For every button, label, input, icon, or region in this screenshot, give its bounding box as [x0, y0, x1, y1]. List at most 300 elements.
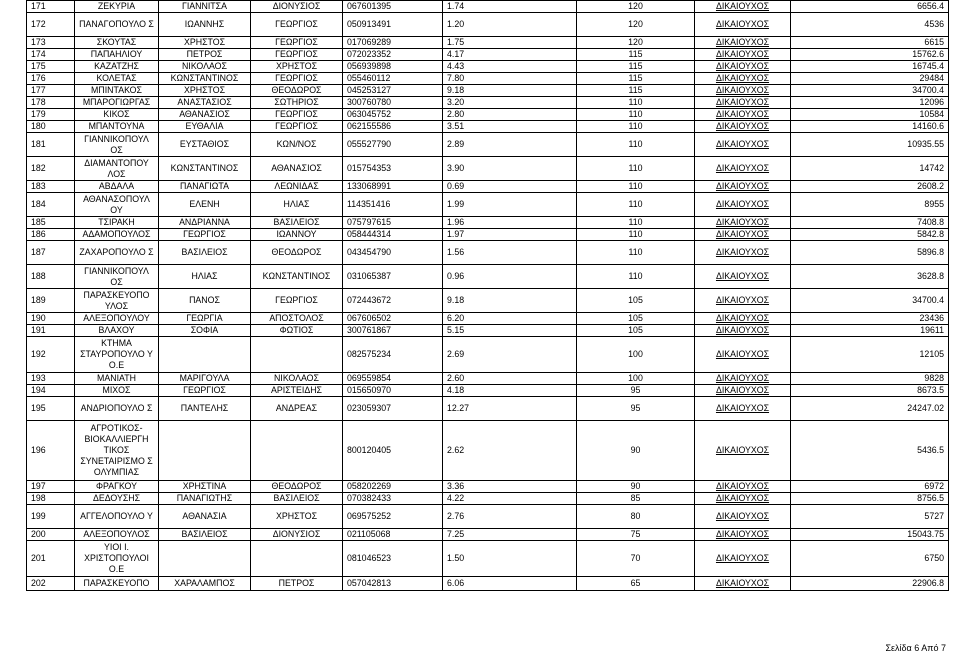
surname-cell: ΥΙΟΙ Ι. ΧΡΙΣΤΟΠΟΥΛΟΙ Ο.Ε	[75, 541, 159, 577]
amount-cell: 5842.8	[791, 229, 949, 241]
surname-cell: ΔΙΑΜΑΝΤΟΠΟΥ ΛΟΣ	[75, 157, 159, 181]
father-name-cell: ΛΕΩΝΙΔΑΣ	[251, 181, 343, 193]
surname-cell: ΑΓΡΟΤΙΚΟΣ- ΒΙΟΚΑΛΛΙΕΡΓΗ ΤΙΚΟΣ ΣΥΝΕΤΑΙΡΙΣΜΟ Σ ΟΛΥΜΠΙΑΣ	[75, 421, 159, 481]
father-name-cell: ΠΕΤΡΟΣ	[251, 577, 343, 591]
tax-id-cell: 063045752	[343, 109, 443, 121]
first-name-cell: ΓΕΩΡΓΙΟΣ	[159, 229, 251, 241]
amount-cell: 3628.8	[791, 265, 949, 289]
table-row	[27, 289, 949, 313]
status-cell: ΔΙΚΑΙΟΥΧΟΣ	[695, 85, 791, 97]
row-number: 199	[27, 505, 75, 529]
row-number: 202	[27, 577, 75, 591]
points-cell: 110	[577, 97, 695, 109]
row-number: 184	[27, 193, 75, 217]
row-number: 181	[27, 133, 75, 157]
amount-cell: 34700.4	[791, 85, 949, 97]
amount-cell: 9828	[791, 373, 949, 385]
percentage-cell: 2.69	[443, 337, 577, 373]
points-cell: 110	[577, 217, 695, 229]
table-row	[27, 133, 949, 157]
tax-id-cell: 055527790	[343, 133, 443, 157]
amount-cell: 5727	[791, 505, 949, 529]
table-row	[27, 385, 949, 397]
status-cell: ΔΙΚΑΙΟΥΧΟΣ	[695, 193, 791, 217]
status-cell: ΔΙΚΑΙΟΥΧΟΣ	[695, 313, 791, 325]
row-number: 194	[27, 385, 75, 397]
row-number: 191	[27, 325, 75, 337]
tax-id-cell: 067601395	[343, 1, 443, 13]
status-cell: ΔΙΚΑΙΟΥΧΟΣ	[695, 541, 791, 577]
percentage-cell: 7.80	[443, 73, 577, 85]
status-cell: ΔΙΚΑΙΟΥΧΟΣ	[695, 13, 791, 37]
points-cell: 75	[577, 529, 695, 541]
row-number: 179	[27, 109, 75, 121]
first-name-cell: ΚΩΝΣΤΑΝΤΙΝΟΣ	[159, 73, 251, 85]
surname-cell: ΚΑΖΑΤΖΗΣ	[75, 61, 159, 73]
percentage-cell: 7.25	[443, 529, 577, 541]
first-name-cell: ΓΕΩΡΓΙΑ	[159, 313, 251, 325]
percentage-cell: 1.96	[443, 217, 577, 229]
tax-id-cell: 058202269	[343, 481, 443, 493]
percentage-cell: 2.62	[443, 421, 577, 481]
status-cell: ΔΙΚΑΙΟΥΧΟΣ	[695, 385, 791, 397]
first-name-cell: ΕΥΘΑΛΙΑ	[159, 121, 251, 133]
points-cell: 105	[577, 325, 695, 337]
table-row	[27, 121, 949, 133]
points-cell: 110	[577, 121, 695, 133]
amount-cell: 19611	[791, 325, 949, 337]
amount-cell: 23436	[791, 313, 949, 325]
table-row	[27, 181, 949, 193]
amount-cell: 7408.8	[791, 217, 949, 229]
percentage-cell: 1.74	[443, 1, 577, 13]
tax-id-cell: 023059307	[343, 397, 443, 421]
page-number: Σελίδα 6 Από 7	[885, 643, 946, 653]
first-name-cell	[159, 421, 251, 481]
points-cell: 90	[577, 481, 695, 493]
father-name-cell: ΑΡΙΣΤΕΙΔΗΣ	[251, 385, 343, 397]
table-row	[27, 241, 949, 265]
surname-cell: ΠΑΝΑΓΟΠΟΥΛΟ Σ	[75, 13, 159, 37]
points-cell: 95	[577, 385, 695, 397]
tax-id-cell: 015754353	[343, 157, 443, 181]
tax-id-cell: 043454790	[343, 241, 443, 265]
surname-cell: ΖΑΧΑΡΟΠΟΥΛΟ Σ	[75, 241, 159, 265]
surname-cell: ΑΛΕΞΟΠΟΥΛΟΣ	[75, 529, 159, 541]
percentage-cell: 0.69	[443, 181, 577, 193]
row-number: 190	[27, 313, 75, 325]
points-cell: 110	[577, 229, 695, 241]
surname-cell: ΜΠΙΝΤΑΚΟΣ	[75, 85, 159, 97]
table-row	[27, 265, 949, 289]
status-cell: ΔΙΚΑΙΟΥΧΟΣ	[695, 265, 791, 289]
father-name-cell: ΓΕΩΡΓΙΟΣ	[251, 73, 343, 85]
points-cell: 115	[577, 85, 695, 97]
table-row	[27, 217, 949, 229]
percentage-cell: 3.90	[443, 157, 577, 181]
father-name-cell: ΑΠΟΣΤΟΛΟΣ	[251, 313, 343, 325]
amount-cell: 12105	[791, 337, 949, 373]
first-name-cell: ΠΑΝΑΓΙΩΤΗΣ	[159, 493, 251, 505]
table-row	[27, 313, 949, 325]
tax-id-cell: 075797615	[343, 217, 443, 229]
table-row	[27, 193, 949, 217]
amount-cell: 15762.6	[791, 49, 949, 61]
tax-id-cell: 300761867	[343, 325, 443, 337]
surname-cell: ΑΘΑΝΑΣΟΠΟΥΛ ΟΥ	[75, 193, 159, 217]
tax-id-cell: 050913491	[343, 13, 443, 37]
tax-id-cell: 056939898	[343, 61, 443, 73]
father-name-cell: ΓΕΩΡΓΙΟΣ	[251, 109, 343, 121]
amount-cell: 4536	[791, 13, 949, 37]
table-row	[27, 73, 949, 85]
father-name-cell: ΘΕΟΔΩΡΟΣ	[251, 85, 343, 97]
tax-id-cell: 062155586	[343, 121, 443, 133]
status-cell: ΔΙΚΑΙΟΥΧΟΣ	[695, 421, 791, 481]
percentage-cell: 3.20	[443, 97, 577, 109]
percentage-cell: 4.43	[443, 61, 577, 73]
father-name-cell: ΘΕΟΔΩΡΟΣ	[251, 241, 343, 265]
first-name-cell: ΙΩΑΝΝΗΣ	[159, 13, 251, 37]
points-cell: 95	[577, 397, 695, 421]
status-cell: ΔΙΚΑΙΟΥΧΟΣ	[695, 133, 791, 157]
percentage-cell: 12.27	[443, 397, 577, 421]
surname-cell: ΜΠΑΡΟΓΙΩΡΓΑΣ	[75, 97, 159, 109]
surname-cell: ΓΙΑΝΝΙΚΟΠΟΥΛ ΟΣ	[75, 265, 159, 289]
first-name-cell: ΧΡΗΣΤΟΣ	[159, 85, 251, 97]
amount-cell: 8756.5	[791, 493, 949, 505]
points-cell: 110	[577, 181, 695, 193]
first-name-cell: ΠΑΝΟΣ	[159, 289, 251, 313]
table-row	[27, 85, 949, 97]
points-cell: 120	[577, 37, 695, 49]
row-number: 187	[27, 241, 75, 265]
father-name-cell: ΓΕΩΡΓΙΟΣ	[251, 121, 343, 133]
row-number: 197	[27, 481, 75, 493]
surname-cell: ΑΔΑΜΟΠΟΥΛΟΣ	[75, 229, 159, 241]
father-name-cell	[251, 541, 343, 577]
surname-cell: ΠΑΡΑΣΚΕΥΟΠΟ ΥΛΟΣ	[75, 289, 159, 313]
father-name-cell: ΦΩΤΙΟΣ	[251, 325, 343, 337]
points-cell: 105	[577, 289, 695, 313]
first-name-cell: ΑΘΑΝΑΣΙΟΣ	[159, 109, 251, 121]
first-name-cell: ΕΥΣΤΑΘΙΟΣ	[159, 133, 251, 157]
tax-id-cell: 300760780	[343, 97, 443, 109]
surname-cell: ΜΑΝΙΑΤΗ	[75, 373, 159, 385]
points-cell: 110	[577, 133, 695, 157]
row-number: 195	[27, 397, 75, 421]
row-number: 175	[27, 61, 75, 73]
surname-cell: ΑΝΔΡΙΟΠΟΥΛΟ Σ	[75, 397, 159, 421]
surname-cell: ΚΙΚΟΣ	[75, 109, 159, 121]
father-name-cell: ΗΛΙΑΣ	[251, 193, 343, 217]
status-cell: ΔΙΚΑΙΟΥΧΟΣ	[695, 37, 791, 49]
percentage-cell: 4.17	[443, 49, 577, 61]
status-cell: ΔΙΚΑΙΟΥΧΟΣ	[695, 289, 791, 313]
table-row	[27, 61, 949, 73]
first-name-cell: ΠΑΝΑΓΙΩΤΑ	[159, 181, 251, 193]
first-name-cell: ΑΝΔΡΙΑΝΝΑ	[159, 217, 251, 229]
father-name-cell: ΒΑΣΙΛΕΙΟΣ	[251, 217, 343, 229]
status-cell: ΔΙΚΑΙΟΥΧΟΣ	[695, 577, 791, 591]
table-row	[27, 157, 949, 181]
surname-cell: ΚΟΛΕΤΑΣ	[75, 73, 159, 85]
row-number: 182	[27, 157, 75, 181]
row-number: 180	[27, 121, 75, 133]
amount-cell: 5436.5	[791, 421, 949, 481]
table-row	[27, 1, 949, 13]
status-cell: ΔΙΚΑΙΟΥΧΟΣ	[695, 157, 791, 181]
points-cell: 120	[577, 13, 695, 37]
status-cell: ΔΙΚΑΙΟΥΧΟΣ	[695, 397, 791, 421]
first-name-cell	[159, 541, 251, 577]
row-number: 183	[27, 181, 75, 193]
points-cell: 70	[577, 541, 695, 577]
father-name-cell: ΙΩΑΝΝΟΥ	[251, 229, 343, 241]
row-number: 198	[27, 493, 75, 505]
percentage-cell: 3.51	[443, 121, 577, 133]
tax-id-cell: 055460112	[343, 73, 443, 85]
surname-cell: ΤΣΙΡΑΚΗ	[75, 217, 159, 229]
tax-id-cell: 800120405	[343, 421, 443, 481]
table-body	[27, 1, 949, 591]
row-number: 188	[27, 265, 75, 289]
first-name-cell: ΧΑΡΑΛΑΜΠΟΣ	[159, 577, 251, 591]
row-number: 200	[27, 529, 75, 541]
father-name-cell: ΘΕΟΔΩΡΟΣ	[251, 481, 343, 493]
first-name-cell: ΧΡΗΣΤΙΝΑ	[159, 481, 251, 493]
percentage-cell: 1.99	[443, 193, 577, 217]
father-name-cell: ΚΩΝΣΤΑΝΤΙΝΟΣ	[251, 265, 343, 289]
table-row	[27, 493, 949, 505]
father-name-cell	[251, 421, 343, 481]
first-name-cell: ΠΑΝΤΕΛΗΣ	[159, 397, 251, 421]
status-cell: ΔΙΚΑΙΟΥΧΟΣ	[695, 229, 791, 241]
points-cell: 110	[577, 265, 695, 289]
father-name-cell: ΓΕΩΡΓΙΟΣ	[251, 49, 343, 61]
row-number: 171	[27, 1, 75, 13]
amount-cell: 6656.4	[791, 1, 949, 13]
table-row	[27, 397, 949, 421]
surname-cell: ΜΠΑΝΤΟΥΝΑ	[75, 121, 159, 133]
points-cell: 110	[577, 109, 695, 121]
father-name-cell: ΑΝΔΡΕΑΣ	[251, 397, 343, 421]
points-cell: 85	[577, 493, 695, 505]
father-name-cell: ΓΕΩΡΓΙΟΣ	[251, 13, 343, 37]
points-cell: 110	[577, 157, 695, 181]
status-cell: ΔΙΚΑΙΟΥΧΟΣ	[695, 529, 791, 541]
table-row	[27, 97, 949, 109]
amount-cell: 14742	[791, 157, 949, 181]
table-row	[27, 13, 949, 37]
percentage-cell: 1.20	[443, 13, 577, 37]
surname-cell: ΓΙΑΝΝΙΚΟΠΟΥΛ ΟΣ	[75, 133, 159, 157]
father-name-cell	[251, 337, 343, 373]
amount-cell: 10935.55	[791, 133, 949, 157]
tax-id-cell: 045253127	[343, 85, 443, 97]
amount-cell: 6750	[791, 541, 949, 577]
table-row	[27, 337, 949, 373]
beneficiaries-table	[26, 0, 949, 591]
status-cell: ΔΙΚΑΙΟΥΧΟΣ	[695, 121, 791, 133]
table-row	[27, 49, 949, 61]
status-cell: ΔΙΚΑΙΟΥΧΟΣ	[695, 217, 791, 229]
first-name-cell: ΑΝΑΣΤΑΣΙΟΣ	[159, 97, 251, 109]
surname-cell: ΒΛΑΧΟΥ	[75, 325, 159, 337]
tax-id-cell: 021105068	[343, 529, 443, 541]
amount-cell: 2608.2	[791, 181, 949, 193]
row-number: 176	[27, 73, 75, 85]
first-name-cell: ΣΟΦΙΑ	[159, 325, 251, 337]
amount-cell: 12096	[791, 97, 949, 109]
table-row	[27, 481, 949, 493]
amount-cell: 10584	[791, 109, 949, 121]
tax-id-cell: 114351416	[343, 193, 443, 217]
tax-id-cell: 015650970	[343, 385, 443, 397]
percentage-cell: 6.20	[443, 313, 577, 325]
table-row	[27, 109, 949, 121]
percentage-cell: 2.76	[443, 505, 577, 529]
surname-cell: ΑΓΓΕΛΟΠΟΥΛΟ Υ	[75, 505, 159, 529]
row-number: 173	[27, 37, 75, 49]
father-name-cell: ΔΙΟΝΥΣΙΟΣ	[251, 529, 343, 541]
row-number: 201	[27, 541, 75, 577]
percentage-cell: 2.89	[443, 133, 577, 157]
status-cell: ΔΙΚΑΙΟΥΧΟΣ	[695, 493, 791, 505]
row-number: 196	[27, 421, 75, 481]
points-cell: 65	[577, 577, 695, 591]
first-name-cell: ΜΑΡΙΓΟΥΛΑ	[159, 373, 251, 385]
points-cell: 115	[577, 61, 695, 73]
surname-cell: ΦΡΑΓΚΟΥ	[75, 481, 159, 493]
table-row	[27, 421, 949, 481]
points-cell: 80	[577, 505, 695, 529]
father-name-cell: ΣΩΤΗΡΙΟΣ	[251, 97, 343, 109]
tax-id-cell: 069559854	[343, 373, 443, 385]
tax-id-cell: 072443672	[343, 289, 443, 313]
points-cell: 110	[577, 193, 695, 217]
father-name-cell: ΝΙΚΟΛΑΟΣ	[251, 373, 343, 385]
tax-id-cell: 082575234	[343, 337, 443, 373]
status-cell: ΔΙΚΑΙΟΥΧΟΣ	[695, 337, 791, 373]
first-name-cell: ΧΡΗΣΤΟΣ	[159, 37, 251, 49]
status-cell: ΔΙΚΑΙΟΥΧΟΣ	[695, 181, 791, 193]
status-cell: ΔΙΚΑΙΟΥΧΟΣ	[695, 73, 791, 85]
table-row	[27, 529, 949, 541]
surname-cell: ΖΕΚΥΡΙΑ	[75, 1, 159, 13]
father-name-cell: ΚΩΝ/ΝΟΣ	[251, 133, 343, 157]
percentage-cell: 1.75	[443, 37, 577, 49]
first-name-cell: ΝΙΚΟΛΑΟΣ	[159, 61, 251, 73]
row-number: 172	[27, 13, 75, 37]
row-number: 193	[27, 373, 75, 385]
percentage-cell: 0.96	[443, 265, 577, 289]
surname-cell: ΑΛΕΞΟΠΟΥΛΟΥ	[75, 313, 159, 325]
amount-cell: 34700.4	[791, 289, 949, 313]
tax-id-cell: 069575252	[343, 505, 443, 529]
first-name-cell: ΑΘΑΝΑΣΙΑ	[159, 505, 251, 529]
first-name-cell: ΒΑΣΙΛΕΙΟΣ	[159, 529, 251, 541]
tax-id-cell: 067606502	[343, 313, 443, 325]
father-name-cell: ΓΕΩΡΓΙΟΣ	[251, 37, 343, 49]
points-cell: 110	[577, 241, 695, 265]
status-cell: ΔΙΚΑΙΟΥΧΟΣ	[695, 505, 791, 529]
surname-cell: ΠΑΠΑΗΛΙΟΥ	[75, 49, 159, 61]
first-name-cell	[159, 337, 251, 373]
surname-cell: ΣΚΟΥΤΑΣ	[75, 37, 159, 49]
father-name-cell: ΓΕΩΡΓΙΟΣ	[251, 289, 343, 313]
amount-cell: 16745.4	[791, 61, 949, 73]
percentage-cell: 9.18	[443, 85, 577, 97]
table-row	[27, 577, 949, 591]
row-number: 177	[27, 85, 75, 97]
tax-id-cell: 031065387	[343, 265, 443, 289]
first-name-cell: ΗΛΙΑΣ	[159, 265, 251, 289]
percentage-cell: 3.36	[443, 481, 577, 493]
status-cell: ΔΙΚΑΙΟΥΧΟΣ	[695, 1, 791, 13]
tax-id-cell: 072023352	[343, 49, 443, 61]
percentage-cell: 5.15	[443, 325, 577, 337]
father-name-cell: ΑΘΑΝΑΣΙΟΣ	[251, 157, 343, 181]
amount-cell: 8673.5	[791, 385, 949, 397]
father-name-cell: ΔΙΟΝΥΣΙΟΣ	[251, 1, 343, 13]
surname-cell: ΠΑΡΑΣΚΕΥΟΠΟ	[75, 577, 159, 591]
amount-cell: 5896.8	[791, 241, 949, 265]
points-cell: 115	[577, 49, 695, 61]
points-cell: 105	[577, 313, 695, 325]
points-cell: 120	[577, 1, 695, 13]
status-cell: ΔΙΚΑΙΟΥΧΟΣ	[695, 325, 791, 337]
points-cell: 115	[577, 73, 695, 85]
amount-cell: 29484	[791, 73, 949, 85]
first-name-cell: ΓΙΑΝΝΙΤΣΑ	[159, 1, 251, 13]
row-number: 174	[27, 49, 75, 61]
amount-cell: 6615	[791, 37, 949, 49]
percentage-cell: 2.60	[443, 373, 577, 385]
amount-cell: 22906.8	[791, 577, 949, 591]
tax-id-cell: 017069289	[343, 37, 443, 49]
points-cell: 100	[577, 373, 695, 385]
tax-id-cell: 133068991	[343, 181, 443, 193]
status-cell: ΔΙΚΑΙΟΥΧΟΣ	[695, 373, 791, 385]
percentage-cell: 2.80	[443, 109, 577, 121]
row-number: 189	[27, 289, 75, 313]
percentage-cell: 4.18	[443, 385, 577, 397]
surname-cell: ΚΤΗΜΑ ΣΤΑΥΡΟΠΟΥΛΟ Υ Ο.Ε	[75, 337, 159, 373]
row-number: 192	[27, 337, 75, 373]
tax-id-cell: 081046523	[343, 541, 443, 577]
status-cell: ΔΙΚΑΙΟΥΧΟΣ	[695, 49, 791, 61]
table-row	[27, 229, 949, 241]
father-name-cell: ΒΑΣΙΛΕΙΟΣ	[251, 493, 343, 505]
percentage-cell: 6.06	[443, 577, 577, 591]
first-name-cell: ΕΛΕΝΗ	[159, 193, 251, 217]
father-name-cell: ΧΡΗΣΤΟΣ	[251, 61, 343, 73]
status-cell: ΔΙΚΑΙΟΥΧΟΣ	[695, 241, 791, 265]
points-cell: 100	[577, 337, 695, 373]
row-number: 178	[27, 97, 75, 109]
first-name-cell: ΒΑΣΙΛΕΙΟΣ	[159, 241, 251, 265]
amount-cell: 14160.6	[791, 121, 949, 133]
status-cell: ΔΙΚΑΙΟΥΧΟΣ	[695, 481, 791, 493]
percentage-cell: 4.22	[443, 493, 577, 505]
status-cell: ΔΙΚΑΙΟΥΧΟΣ	[695, 109, 791, 121]
amount-cell: 8955	[791, 193, 949, 217]
surname-cell: ΜΙΧΟΣ	[75, 385, 159, 397]
row-number: 185	[27, 217, 75, 229]
table-row	[27, 541, 949, 577]
amount-cell: 15043.75	[791, 529, 949, 541]
